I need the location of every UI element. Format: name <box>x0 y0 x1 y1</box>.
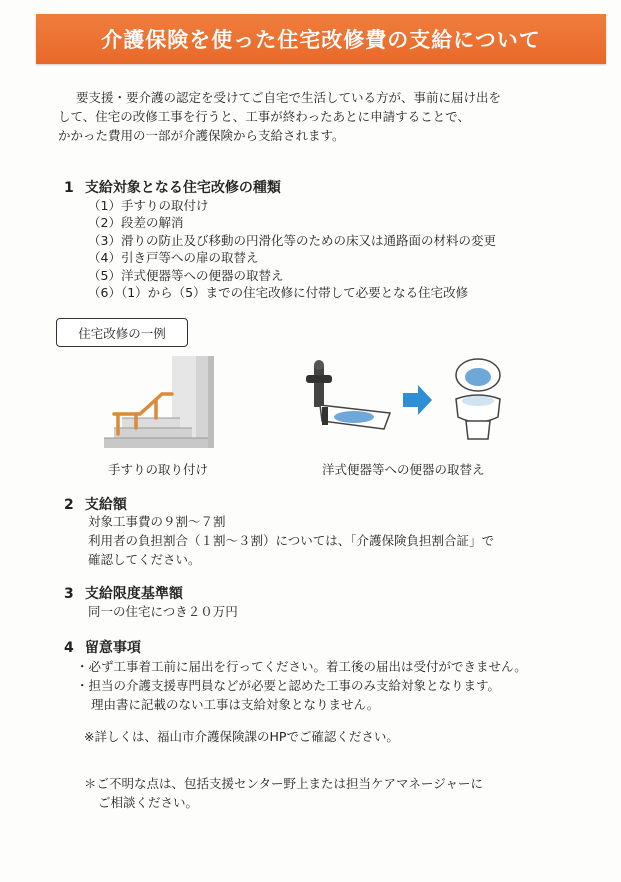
section-1-heading <box>64 177 281 197</box>
list-item: （2）段差の解消 <box>88 215 184 231</box>
note-line: 理由書に記載のない工事は支給対象となりません。 <box>91 697 380 712</box>
body-line: 同一の住宅につき２０万円 <box>88 604 238 619</box>
contact-line: ＊ご不明な点は、包括支援センター野上または担当ケアマネージャーに <box>84 776 484 791</box>
list-item: （4）引き戸等への扉の取替え <box>88 250 259 266</box>
intro-paragraph <box>58 88 578 145</box>
section-title: 留意事項 <box>84 640 141 656</box>
section-number: 4 <box>64 640 74 656</box>
section-number: 2 <box>64 497 74 513</box>
section-2-heading <box>64 494 127 514</box>
page-title: 介護保険を使った住宅改修費の支給について <box>101 28 541 52</box>
renovation-types-list <box>88 197 496 301</box>
squat-toilet-icon <box>306 360 390 429</box>
intro-line: して、住宅の改修工事を行うと、工事が終わったあとに申請することで、 <box>58 109 470 124</box>
contact-line: ご相談ください。 <box>98 795 199 810</box>
reference-note: ※詳しくは、福山市介護保険課のHPでご確認ください。 <box>84 729 399 744</box>
section-4-heading <box>64 637 141 657</box>
intro-line: 要支援・要介護の認定を受けてご自宅で生活している方が、事前に届け出を <box>76 90 502 105</box>
list-item: （1）手すりの取付け <box>88 198 209 213</box>
section-3-body <box>88 602 238 621</box>
body-line: 対象工事費の９割～７割 <box>88 514 226 529</box>
section-title: 支給限度基準額 <box>84 586 183 602</box>
list-item: （6）（1）から（5）までの住宅改修に付帯して必要となる住宅改修 <box>88 285 469 301</box>
western-toilet-icon <box>456 359 500 439</box>
arrow-right-icon <box>403 385 432 415</box>
section-title: 支給額 <box>84 497 127 513</box>
contact-note <box>84 774 483 812</box>
handrail-caption: 手すりの取り付け <box>108 462 209 477</box>
body-line: 確認してください。 <box>88 552 201 567</box>
example-label-box <box>56 318 188 347</box>
section-title: 支給対象となる住宅改修の種類 <box>84 180 281 196</box>
section-4-notes <box>76 657 527 714</box>
page-title-banner <box>36 14 606 64</box>
body-line: 利用者の負担割合（１割～３割）については、「介護保険負担割合証」で <box>88 533 495 548</box>
note-line: ・担当の介護支援専門員などが必要と認めた工事のみ支給対象となります。 <box>76 678 501 693</box>
toilet-caption: 洋式便器等への便器の取替え <box>322 462 485 477</box>
list-item: （5）洋式便器等への便器の取替え <box>88 267 284 283</box>
section-3-heading <box>64 583 183 603</box>
list-item: （3）滑りの防止及び移動の円滑化等のための床又は通路面の材料の変更 <box>88 232 496 248</box>
note-line: ・必ず工事着工前に届出を行ってください。着工後の届出は受付ができません。 <box>76 659 527 674</box>
section-2-body <box>88 512 494 569</box>
section-number: 3 <box>64 586 74 602</box>
toilet-replacement-illustration <box>300 355 510 445</box>
section-number: 1 <box>64 180 74 196</box>
intro-line: かかった費用の一部が介護保険から支給されます。 <box>58 128 345 143</box>
handrail-illustration <box>100 352 240 452</box>
example-label: 住宅改修の一例 <box>78 325 166 341</box>
